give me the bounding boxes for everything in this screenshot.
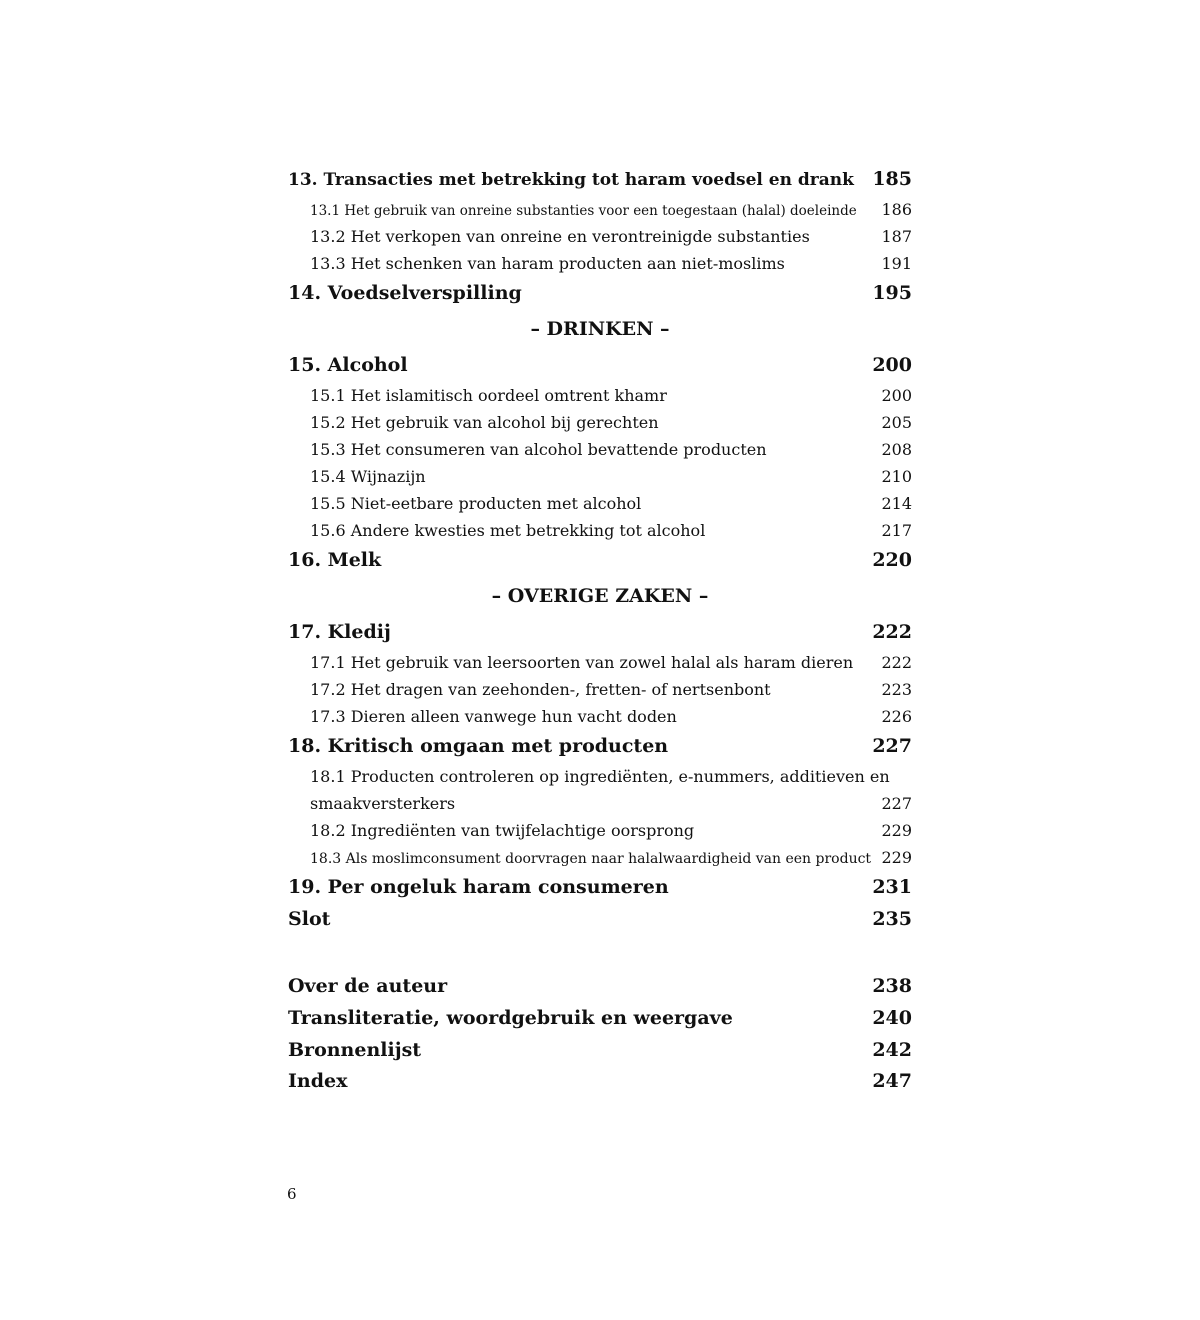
toc-page-number: 229 bbox=[881, 848, 912, 867]
toc-page-number: 227 bbox=[872, 735, 912, 757]
toc-chapter-18 bbox=[288, 735, 912, 757]
toc-entry-title: 14. Voedselverspilling bbox=[288, 282, 522, 304]
toc-entry-title: smaakversterkers bbox=[310, 794, 456, 813]
toc-entry-title: Slot bbox=[288, 908, 331, 930]
toc-page-number: 226 bbox=[881, 707, 912, 726]
toc-entry-title: 15. Alcohol bbox=[288, 354, 408, 376]
toc-section-18-1 bbox=[288, 767, 912, 786]
toc-page-number: 240 bbox=[872, 1007, 912, 1029]
toc-entry-title: 15.5 Niet-eetbare producten met alcohol bbox=[310, 494, 642, 513]
toc-entry-title: Transliteratie, woordgebruik en weergave bbox=[288, 1007, 733, 1029]
toc-page-number: 238 bbox=[872, 975, 912, 997]
toc-page-number: 185 bbox=[872, 168, 912, 190]
toc-page-number: 195 bbox=[872, 282, 912, 304]
toc-entry-title: 15.4 Wijnazijn bbox=[310, 467, 426, 486]
toc-section-15-6 bbox=[288, 521, 912, 540]
toc-section-15-1 bbox=[288, 386, 912, 405]
toc-entry-title: 17.3 Dieren alleen vanwege hun vacht doden bbox=[310, 707, 677, 726]
toc-page-number: 222 bbox=[872, 621, 912, 643]
toc-entry-title: 13.1 Het gebruik van onreine substanties voor een toegestaan (halal) doeleinde bbox=[310, 203, 857, 219]
toc-page-number: 229 bbox=[881, 821, 912, 840]
toc-entry-title: 17. Kledij bbox=[288, 621, 391, 643]
toc-page-number: 220 bbox=[872, 549, 912, 571]
toc-page-number: 231 bbox=[872, 876, 912, 898]
toc-section-17-2 bbox=[288, 680, 912, 699]
toc-page-number: 247 bbox=[872, 1070, 912, 1092]
toc-entry-title: 17.2 Het dragen van zeehonden-, fretten- of nertsenbont bbox=[310, 680, 771, 699]
toc-bronnenlijst bbox=[288, 1039, 912, 1061]
toc-entry-title: Over de auteur bbox=[288, 975, 448, 997]
toc-page-number: 222 bbox=[881, 653, 912, 672]
toc-entry-title: 18.1 Producten controleren op ingrediënten, e-nummers, additieven en bbox=[310, 767, 890, 786]
toc-entry-title: Index bbox=[288, 1070, 348, 1092]
toc-page-number: 208 bbox=[881, 440, 912, 459]
toc-page-number: 214 bbox=[881, 494, 912, 513]
toc-section-18-1-continued bbox=[288, 794, 912, 813]
toc-entry-title: 15.2 Het gebruik van alcohol bij gerechten bbox=[310, 413, 659, 432]
toc-chapter-13 bbox=[288, 168, 912, 190]
toc-page-number: 210 bbox=[881, 467, 912, 486]
toc-over-de-auteur bbox=[288, 975, 912, 997]
toc-entry-title: 16. Melk bbox=[288, 549, 382, 571]
toc-entry-title: Bronnenlijst bbox=[288, 1039, 422, 1061]
toc-section-15-2 bbox=[288, 413, 912, 432]
toc-entry-title: 13.3 Het schenken van haram producten aan niet-moslims bbox=[310, 254, 785, 273]
toc-entry-title: 15.3 Het consumeren van alcohol bevattende producten bbox=[310, 440, 767, 459]
toc-section-18-2 bbox=[288, 821, 912, 840]
section-heading-overige-zaken: – OVERIGE ZAKEN – bbox=[491, 585, 709, 607]
toc-page-number: 242 bbox=[872, 1039, 912, 1061]
page-number: 6 bbox=[287, 1185, 297, 1203]
toc-entry-title: 18.3 Als moslimconsument doorvragen naar halalwaardigheid van een product bbox=[310, 851, 872, 867]
toc-page-number: 217 bbox=[881, 521, 912, 540]
toc-page-number: 187 bbox=[881, 227, 912, 246]
toc-chapter-15 bbox=[288, 354, 912, 376]
toc-page-number: 235 bbox=[872, 908, 912, 930]
toc-section-17-1 bbox=[288, 653, 912, 672]
toc-page-number: 200 bbox=[881, 386, 912, 405]
toc-page-number: 186 bbox=[881, 200, 912, 219]
toc-page-number: 205 bbox=[881, 413, 912, 432]
toc-entry-title: 15.6 Andere kwesties met betrekking tot alcohol bbox=[310, 521, 706, 540]
toc-entry-title: 13.2 Het verkopen van onreine en verontreinigde substanties bbox=[310, 227, 810, 246]
toc-page-number: 191 bbox=[881, 254, 912, 273]
toc-page-number: 227 bbox=[881, 794, 912, 813]
toc-chapter-16 bbox=[288, 549, 912, 571]
toc-page-number: 223 bbox=[881, 680, 912, 699]
toc-section-13-2 bbox=[288, 227, 912, 246]
toc-entry-title: 17.1 Het gebruik van leersoorten van zowel halal als haram dieren bbox=[310, 653, 854, 672]
toc-section-15-4 bbox=[288, 467, 912, 486]
toc-chapter-17 bbox=[288, 621, 912, 643]
toc-entry-title: 15.1 Het islamitisch oordeel omtrent khamr bbox=[310, 386, 667, 405]
toc-section-15-3 bbox=[288, 440, 912, 459]
toc-transliteratie bbox=[288, 1007, 912, 1029]
toc-section-13-3 bbox=[288, 254, 912, 273]
toc-index bbox=[288, 1070, 912, 1092]
toc-entry-title: 18. Kritisch omgaan met producten bbox=[288, 735, 669, 757]
toc-section-18-3 bbox=[288, 848, 912, 867]
toc-chapter-19 bbox=[288, 876, 912, 898]
toc-entry-title: 19. Per ongeluk haram consumeren bbox=[288, 876, 669, 898]
toc-section-15-5 bbox=[288, 494, 912, 513]
section-heading-drinken: – DRINKEN – bbox=[530, 318, 670, 340]
toc-section-17-3 bbox=[288, 707, 912, 726]
toc-entry-title: 13. Transacties met betrekking tot haram voedsel en drank bbox=[288, 170, 854, 190]
toc-chapter-14 bbox=[288, 282, 912, 304]
toc-slot bbox=[288, 908, 912, 930]
toc-entry-title: 18.2 Ingrediënten van twijfelachtige oorsprong bbox=[310, 821, 695, 840]
toc-section-13-1 bbox=[288, 200, 912, 219]
toc-page-number: 200 bbox=[872, 354, 912, 376]
